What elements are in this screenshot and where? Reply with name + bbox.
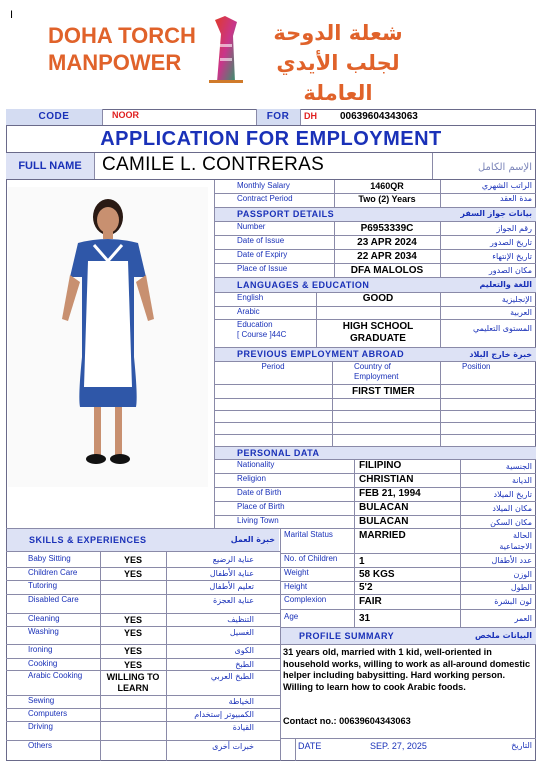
education-label-ar: المستوى التعليمي xyxy=(472,324,532,333)
prev-col-position: Position xyxy=(462,362,491,371)
living-town-label-ar: مكان السكن xyxy=(490,518,532,527)
passport-expiry-label-ar: تاريخ الإنتهاء xyxy=(492,252,532,261)
education-value-line1: HIGH SCHOOL xyxy=(342,321,414,332)
page-title: APPLICATION FOR EMPLOYMENT xyxy=(6,126,536,153)
languages-section-title-ar: اللغة والتعليم xyxy=(479,280,532,289)
salary-label: Monthly Salary xyxy=(237,181,290,190)
skill-label: Tutoring xyxy=(28,581,58,590)
skill-value: YES xyxy=(123,569,142,579)
dob-label-ar: تاريخ الميلاد xyxy=(493,490,532,499)
passport-issue-label: Date of Issue xyxy=(237,236,285,245)
age-value: 31 xyxy=(359,613,371,624)
page-marker: I xyxy=(10,9,14,21)
living-town-value: BULACAN xyxy=(359,516,409,527)
company-name-ar xyxy=(258,18,418,108)
profile-summary-text: 31 years old, married with 1 kid, well-oriented in household works, willing to work as all-around domestic helper including babysitting. Hard working person. Willing to learn how to cook Arabic foods. xyxy=(283,647,531,692)
complexion-value: FAIR xyxy=(359,596,382,607)
education-value xyxy=(316,321,440,345)
marital-label-ar-line1: الحالة xyxy=(513,531,532,540)
skill-value: YES xyxy=(123,555,142,565)
pob-value: BULACAN xyxy=(359,502,409,513)
arabic-label: Arabic xyxy=(237,307,260,316)
prev-row-1-country: FIRST TIMER xyxy=(352,386,415,397)
passport-expiry-value: 22 APR 2034 xyxy=(357,251,417,262)
skill-label-ar: الطبخ xyxy=(235,660,254,669)
skill-value: YES xyxy=(123,660,142,670)
religion-label-ar: الديانة xyxy=(511,476,532,485)
passport-place-label: Place of Issue xyxy=(237,264,288,273)
skill-label: Arabic Cooking xyxy=(28,671,83,680)
height-value: 5'2 xyxy=(359,582,373,593)
passport-issue-value: 23 APR 2024 xyxy=(357,237,417,248)
skill-label: Cleaning xyxy=(28,614,60,623)
nationality-label: Nationality xyxy=(237,460,275,469)
company-name-en-line1: DOHA TORCH xyxy=(48,23,196,48)
date-value: SEP. 27, 2025 xyxy=(370,741,427,751)
code-row xyxy=(6,109,536,126)
religion-value: CHRISTIAN xyxy=(359,474,414,485)
salary-value: 1460QR xyxy=(370,181,404,191)
skill-label-ar: خبرات أخرى xyxy=(212,742,254,751)
passport-issue-label-ar: تاريخ الصدور xyxy=(490,238,532,247)
skill-value: YES xyxy=(123,628,142,638)
religion-label: Religion xyxy=(237,474,266,483)
passport-number-label: Number xyxy=(237,222,266,231)
arabic-label-ar: العربية xyxy=(510,308,532,317)
code-value: NOOR xyxy=(112,110,139,120)
languages-section-title: LANGUAGES & EDUCATION xyxy=(215,278,536,292)
applicant-figure-icon xyxy=(8,187,208,487)
weight-value: 58 KGS xyxy=(359,569,395,580)
marital-label-ar-line2: الاجتماعية xyxy=(499,542,532,551)
contract-label-ar: مدة العقد xyxy=(500,194,532,203)
skill-label-ar: عناية الأطفال xyxy=(209,569,254,578)
skill-label-ar: الخياطة xyxy=(228,697,254,706)
pob-label-ar: مكان الميلاد xyxy=(492,504,532,513)
skill-value: YES xyxy=(123,615,142,625)
skill-label: Ironing xyxy=(28,645,53,654)
skill-label: Children Care xyxy=(28,568,78,577)
dob-value: FEB 21, 1994 xyxy=(359,488,421,499)
skills-section-title: SKILLS & EXPERIENCES xyxy=(7,529,279,551)
height-label: Height xyxy=(284,582,308,591)
prev-employment-title: PREVIOUS EMPLOYMENT ABROAD xyxy=(215,348,536,361)
skill-label-ar: الطبخ العربي xyxy=(210,672,254,681)
company-name-ar-line1: شعلة الدوحة xyxy=(273,21,403,45)
marital-label: Marital Status xyxy=(284,530,333,539)
skill-label: Computers xyxy=(28,709,68,718)
weight-label-ar: الوزن xyxy=(513,570,532,579)
marital-value: MARRIED xyxy=(359,530,406,541)
complexion-label-ar: لون البشرة xyxy=(494,597,532,606)
pob-label: Place of Birth xyxy=(237,502,285,511)
skill-label: Baby Sitting xyxy=(28,554,71,563)
nationality-label-ar: الجنسية xyxy=(505,462,532,471)
education-label-line1: Education xyxy=(237,320,273,329)
for-value: DH xyxy=(304,111,317,121)
height-label-ar: الطول xyxy=(510,583,532,592)
skill-label: Disabled Care xyxy=(28,595,79,604)
weight-label: Weight xyxy=(284,568,309,577)
english-label: English xyxy=(237,293,264,302)
skill-label: Others xyxy=(28,741,53,750)
passport-section-title: PASSPORT DETAILS xyxy=(215,207,536,221)
passport-expiry-label: Date of Expiry xyxy=(237,250,288,259)
profile-summary-title-ar: البيانات ملخص xyxy=(474,631,532,640)
skill-value: WILLING TO LEARN xyxy=(106,672,160,693)
contract-value: Two (2) Years xyxy=(358,194,416,204)
skill-label-ar: القيادة xyxy=(232,723,254,732)
nationality-value: FILIPINO xyxy=(359,460,402,471)
complexion-label: Complexion xyxy=(284,595,327,604)
dob-label: Date of Birth xyxy=(237,488,282,497)
english-label-ar: الإنجليزية xyxy=(501,295,532,304)
skill-label-ar: تعليم الأطفال xyxy=(209,582,254,591)
living-town-label: Living Town xyxy=(237,516,279,525)
skill-label: Driving xyxy=(28,722,53,731)
company-name-en xyxy=(48,22,196,76)
date-label: DATE xyxy=(298,741,322,751)
skill-label-ar: عناية العجزة xyxy=(213,596,254,605)
full-name-label: FULL NAME xyxy=(6,153,94,179)
profile-summary-title: PROFILE SUMMARY xyxy=(281,628,536,644)
children-label-ar: عدد الأطفال xyxy=(491,556,532,565)
personal-data-title: PERSONAL DATA xyxy=(215,447,536,459)
salary-label-ar: الراتب الشهري xyxy=(481,181,532,190)
passport-section-title-ar: بيانات جواز السفر xyxy=(460,209,532,218)
company-name-en-line2: MANPOWER xyxy=(48,50,182,75)
full-name-row xyxy=(6,153,536,180)
skill-label-ar: الكوى xyxy=(234,646,254,655)
skill-label: Washing xyxy=(28,627,59,636)
prev-employment-title-ar: خبرة خارج البلاد xyxy=(469,350,532,359)
age-label: Age xyxy=(284,612,299,621)
company-name-ar-line2: لجلب الأيدي العاملة xyxy=(276,51,400,105)
education-value-line2: GRADUATE xyxy=(350,333,406,344)
contact-number: Contact no.: 00639604343063 xyxy=(283,716,411,726)
phone-top: 00639604343063 xyxy=(340,111,418,122)
skill-label-ar: التنظيف xyxy=(227,615,254,624)
children-label: No. of Children xyxy=(284,554,338,563)
skill-label: Cooking xyxy=(28,659,58,668)
passport-place-label-ar: مكان الصدور xyxy=(488,266,532,275)
age-label-ar: العمر xyxy=(514,614,532,623)
contract-label: Contract Period xyxy=(237,194,293,203)
prev-col-period: Period xyxy=(261,362,285,371)
applicant-photo xyxy=(8,187,208,487)
skill-label: Sewing xyxy=(28,696,55,705)
marital-label-ar xyxy=(460,530,532,552)
english-value: GOOD xyxy=(362,293,394,304)
date-label-ar: التاريخ xyxy=(511,741,532,750)
for-label: FOR xyxy=(256,109,300,125)
full-name-value: CAMILE L. CONTRERAS xyxy=(102,154,325,175)
code-label: CODE xyxy=(6,109,102,125)
children-value: 1 xyxy=(359,556,365,567)
skill-label-ar: عناية الرضيع xyxy=(212,555,254,564)
full-name-label-ar: الإسم الكامل xyxy=(477,162,532,173)
torch-logo-icon xyxy=(203,14,248,84)
skill-label-ar: الكمبيوتر إستخدام xyxy=(194,710,254,719)
passport-number-value: P6953339C xyxy=(360,223,414,234)
skill-label-ar: الغسيل xyxy=(229,628,254,637)
passport-number-label-ar: رقم الجواز xyxy=(496,224,532,233)
education-label xyxy=(237,320,286,340)
education-label-line2: [ Course ]44C xyxy=(237,330,287,339)
skill-value: YES xyxy=(123,646,142,656)
skills-section-title-ar: خبرة العمل xyxy=(230,535,275,544)
prev-col-country: Country of Employment xyxy=(354,362,399,381)
passport-place-value: DFA MALOLOS xyxy=(350,265,424,276)
